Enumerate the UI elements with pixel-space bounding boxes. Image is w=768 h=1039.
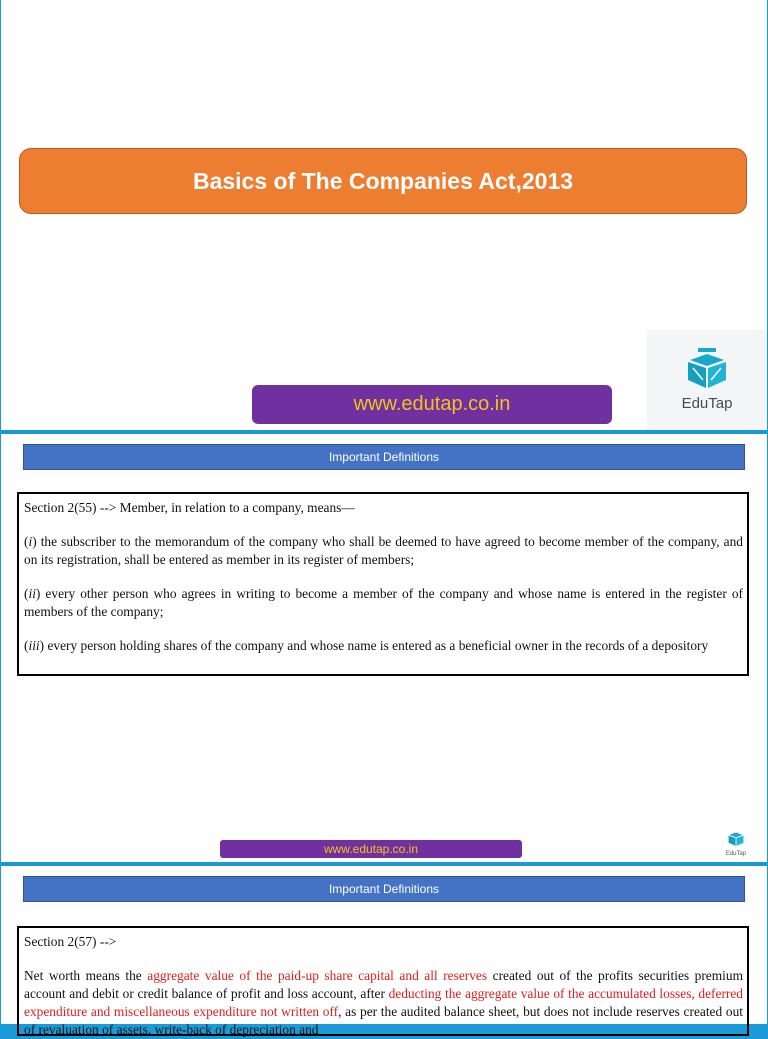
definition-item: (i) the subscriber to the memorandum of the company who shall be deemed to have agreed to become member of the company, and on its registration, shall be entered as member in its register of members; xyxy=(24,534,743,567)
website-link-small[interactable]: www.edutap.co.in xyxy=(220,840,522,858)
edutap-logo-small xyxy=(719,830,753,858)
website-link[interactable]: www.edutap.co.in xyxy=(252,385,612,424)
item-text: the subscriber to the memorandum of the company who shall be deemed to have agreed to become member of the company, and on its registration, shall be entered as member in its register of members; xyxy=(24,534,743,567)
body-text: created out of the profits securities premium account and debit or credit balance of profit and loss account, after xyxy=(24,968,743,1001)
item-number: iii xyxy=(28,638,40,653)
definition-box xyxy=(17,492,749,676)
edutap-logo xyxy=(647,330,767,430)
slide-title: Basics of The Companies Act,2013 xyxy=(19,148,747,214)
title-slide xyxy=(1,0,767,430)
body-text: , as per the audited balance sheet, but does not include reserves created out of revaluation of assets, write-back of depreciation and xyxy=(24,1004,743,1037)
section-header: Important Definitions xyxy=(23,444,745,470)
item-text: every person holding shares of the company and whose name is entered as a beneficial owner in the records of a depository xyxy=(44,638,709,653)
definition-item: (iii) every person holding shares of the company and whose name is entered as a beneficial owner in the records of a depository xyxy=(24,638,709,653)
body-text: Net worth means the xyxy=(24,968,148,983)
item-number: i xyxy=(28,534,33,549)
logo-label: EduTap xyxy=(725,851,747,857)
book-icon xyxy=(684,348,730,393)
definition-box xyxy=(17,926,749,1036)
section-header: Important Definitions xyxy=(23,876,745,902)
item-number: ii xyxy=(28,586,36,601)
definition-item: (ii) every other person who agrees in writing to become a member of the company and whose name is entered in the register of members of the company; xyxy=(24,586,743,619)
book-icon xyxy=(727,830,745,851)
section-intro: Section 2(55) --> Member, in relation to a company, means— xyxy=(24,500,355,515)
section-intro: Section 2(57) --> xyxy=(24,934,117,949)
highlighted-text: deducting the aggregate value of the accumulated losses, deferred expenditure and miscellaneous expenditure not written off xyxy=(24,986,744,1019)
definitions-slide-networth xyxy=(1,866,767,1037)
highlighted-text: aggregate value of the paid-up share capital and all reserves xyxy=(147,968,488,983)
definitions-slide-member xyxy=(1,434,767,862)
logo-label: EduTap xyxy=(681,395,733,412)
definition-body xyxy=(24,967,743,1039)
item-text: every other person who agrees in writing to become a member of the company and whose name is entered in the register of members of the company; xyxy=(24,586,743,619)
